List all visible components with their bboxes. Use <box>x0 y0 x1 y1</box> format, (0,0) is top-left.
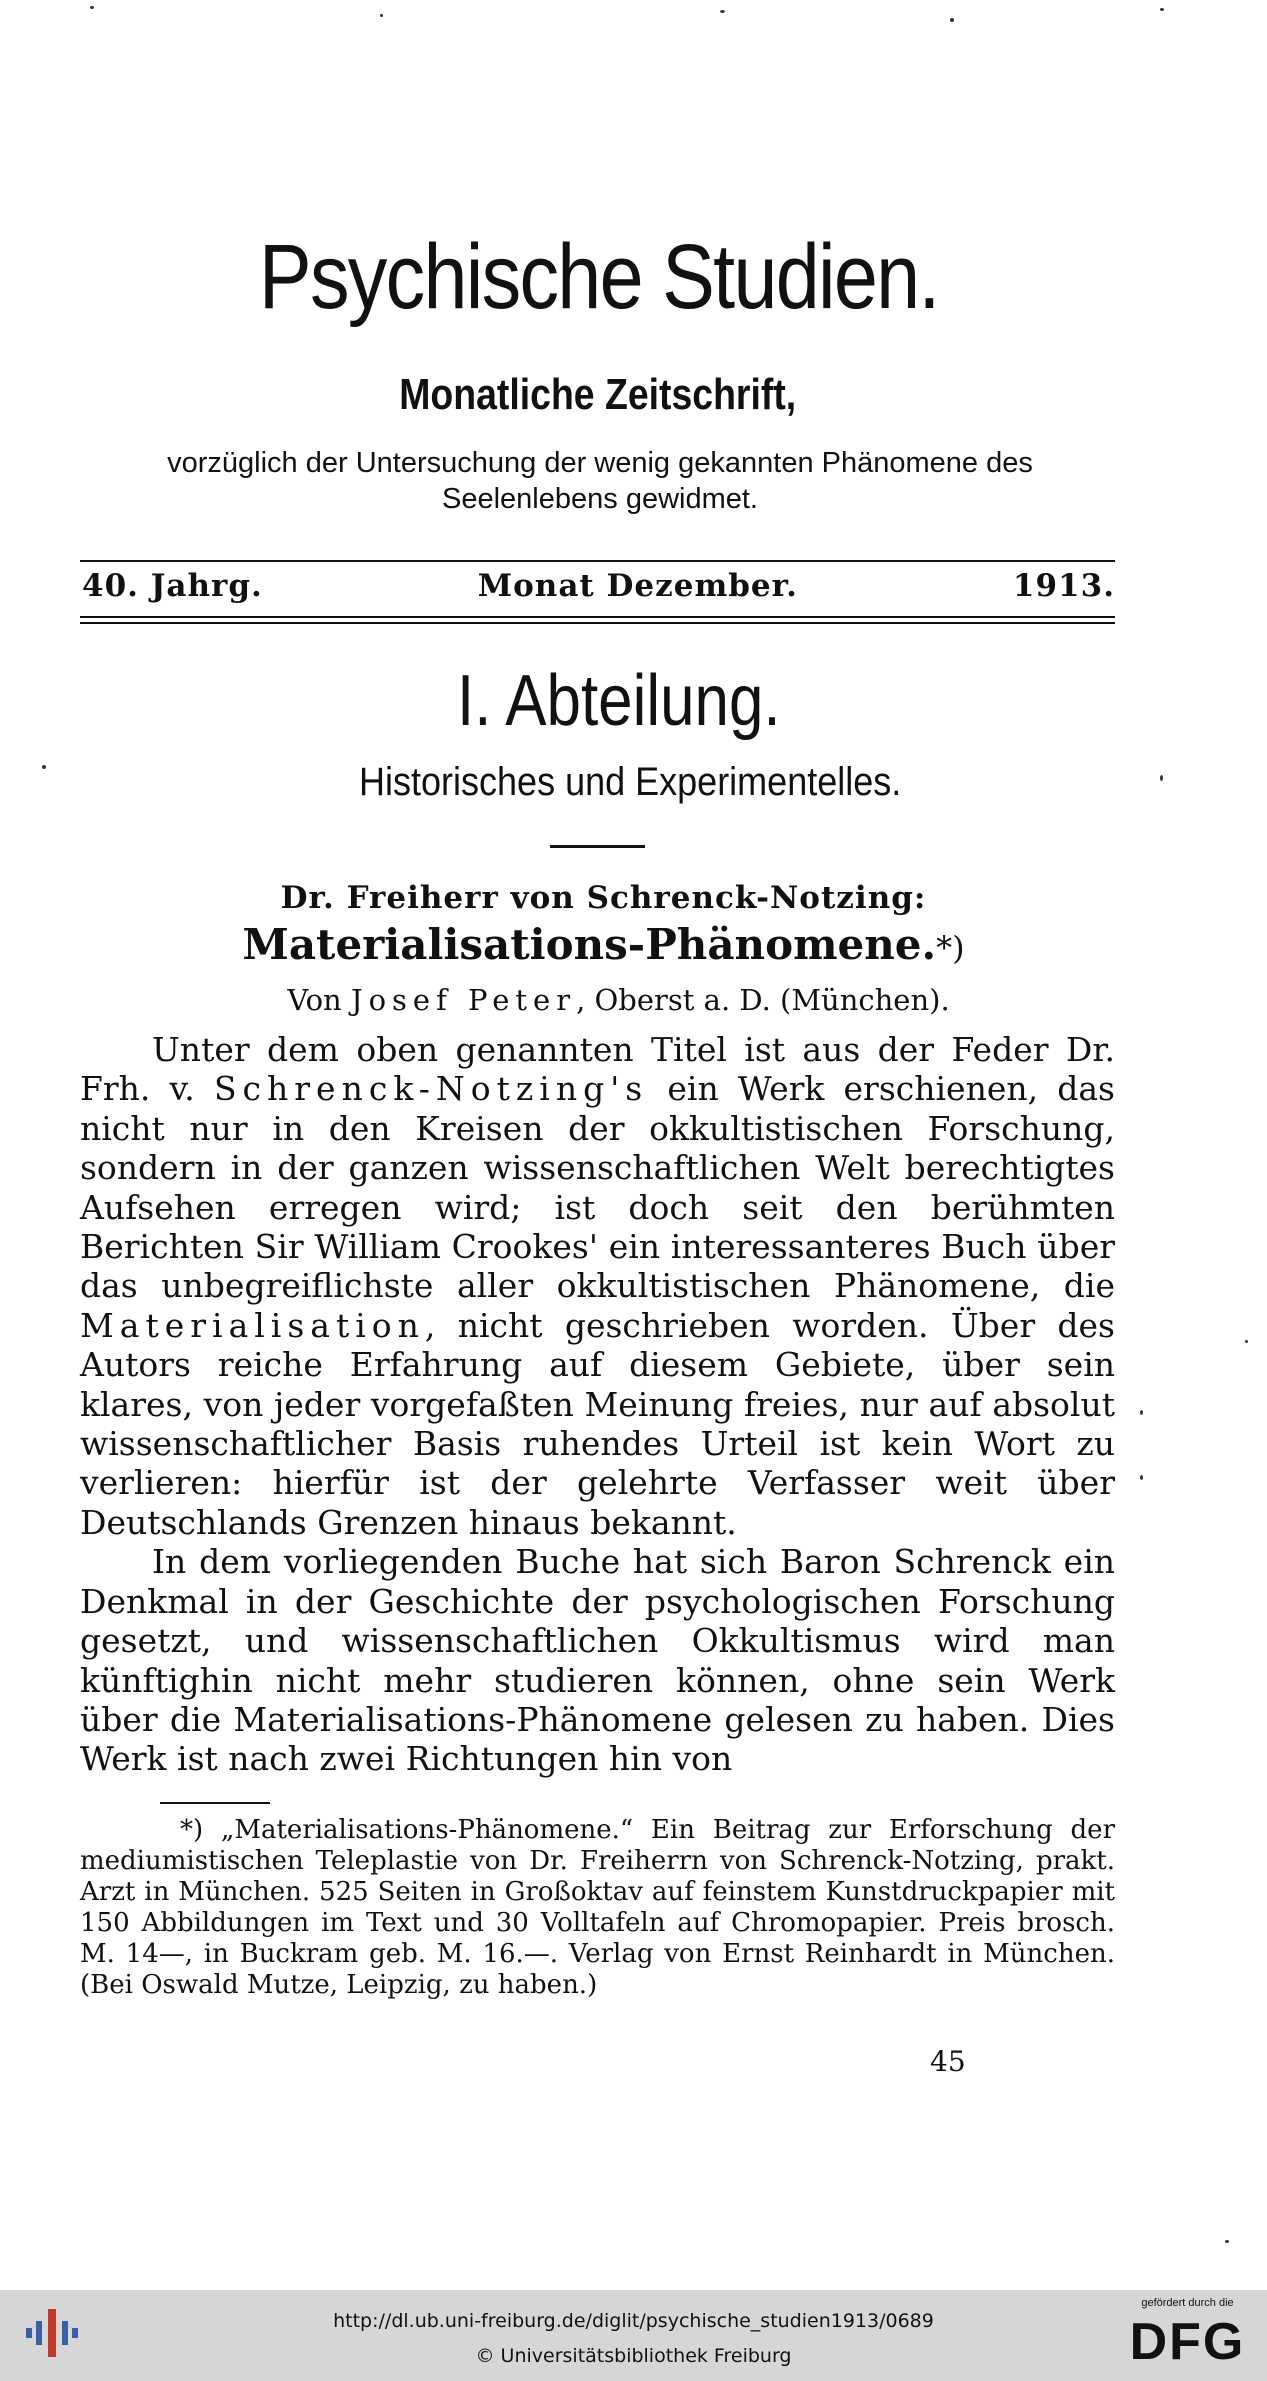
byline-suffix: , Oberst a. D. (München). <box>576 983 950 1017</box>
byline-author: Josef Peter <box>350 983 577 1017</box>
scan-speck <box>90 6 94 9</box>
header-rule-bottom-1 <box>80 616 1115 618</box>
header-rule-top <box>80 560 1115 562</box>
issue-year: 40. Jahrg. <box>82 568 263 604</box>
footnote: *) „Materialisations-Phänomene.“ Ein Beitrag zur Erforschung der mediumistischen Teleplastie von Dr. Freiherrn von Schrenck-Notzing, prakt. Arzt in München. 525 Seiten in Großoktav auf feinstem Kunstdruckpapier mit 150 Abbildungen im Text und 30 Volltafeln auf Chromopapier. Preis brosch. M. 14—, in Buckram geb. M. 16.—. Verlag von Ernst Reinhardt in München. (Bei Oswald Mutze, Leipzig, zu haben.) <box>80 1815 1115 2000</box>
footer-copyright: © Universitätsbibliothek Freiburg <box>475 2345 792 2367</box>
spaced-name: Schrenck-Notzing's <box>213 1069 649 1109</box>
scan-speck <box>950 18 954 22</box>
journal-tagline <box>80 445 1120 517</box>
paragraph-text: ein Werk erschienen, das nicht nur in den Kreisen der okkultistischen Forschung, sondern in der ganzen wissenschaftlichen Welt berechtigtes Aufsehen erregen wird; ist doch seit den berühmten Berichten Sir William Crookes' ein interessanteres Buch über das unbegreiflichste aller okkultistischen Phänomene, die <box>80 1069 1115 1306</box>
paragraph-text: Unter dem oben genannten Titel ist aus der Feder Dr. Frh. v. <box>80 1030 1115 1109</box>
article-title <box>0 920 1237 969</box>
journal-title: Psychische Studien. <box>258 226 939 328</box>
issue-month: Monat Dezember. <box>477 568 798 604</box>
footnote-mark: *) <box>936 929 965 967</box>
scan-speck <box>1140 1475 1143 1480</box>
page-number: 45 <box>930 2045 966 2078</box>
scan-speck <box>1225 2240 1229 2243</box>
scan-speck <box>720 10 725 13</box>
scan-speck <box>1160 8 1164 11</box>
scan-speck <box>1140 1410 1143 1415</box>
footnote-rule <box>160 1802 270 1804</box>
dfg-logo: DFG <box>1129 2313 1246 2371</box>
section-title: I. Abteilung. <box>457 661 781 741</box>
article-title-text: Materialisations-Phänomene. <box>242 920 937 969</box>
issue-date: 1913. <box>1012 568 1115 604</box>
article-body <box>80 1030 1115 1779</box>
paragraph <box>80 1030 1115 1542</box>
section-subtitle: Historisches und Experimentelles. <box>359 760 902 804</box>
issue-line <box>82 568 1115 604</box>
journal-subtitle: Monatliche Zeitschrift, <box>399 370 797 419</box>
article-byline <box>0 983 1252 1017</box>
scan-speck <box>380 14 383 17</box>
dfg-funding-note: gefördert durch die <box>1141 2297 1234 2309</box>
footer-url-link[interactable]: http://dl.ub.uni-freiburg.de/diglit/psychische_studien1913/0689 <box>333 2310 934 2332</box>
paragraph: In dem vorliegenden Buche hat sich Baron Schrenck ein Denkmal in der Geschichte der psychologischen Forschung gesetzt, und wissenschaftlichen Okkultismus wird man künftighin nicht mehr studieren können, ohne sein Werk über die Materialisations-Phänomene gelesen zu haben. Dies Werk ist nach zwei Richtungen hin von <box>80 1542 1115 1779</box>
scan-speck <box>1245 1340 1248 1343</box>
scan-speck <box>42 765 46 769</box>
footer-bar <box>0 2290 1267 2381</box>
paragraph-text: , nicht geschrieben worden. Über des Autors reiche Erfahrung auf diesem Gebiete, über sein klares, von jeder vorgefaßten Meinung freies, nur auf absolut wissenschaftlicher Basis ruhendes Urteil ist kein Wort zu verlieren: hierfür ist der gelehrte Verfasser weit über Deutschlands Grenzen hinaus bekannt. <box>80 1305 1115 1542</box>
byline-prefix: Von <box>287 983 342 1017</box>
tagline-line-2: Seelenlebens gewidmet. <box>442 483 758 515</box>
tagline-line-1: vorzüglich der Untersuchung der wenig gekannten Phänomene des <box>167 447 1033 479</box>
spaced-term: Materialisation <box>80 1305 425 1345</box>
section-divider <box>550 845 645 848</box>
header-rule-bottom-2 <box>80 622 1115 624</box>
article-author-heading: Dr. Freiherr von Schrenck-Notzing: <box>280 880 927 916</box>
